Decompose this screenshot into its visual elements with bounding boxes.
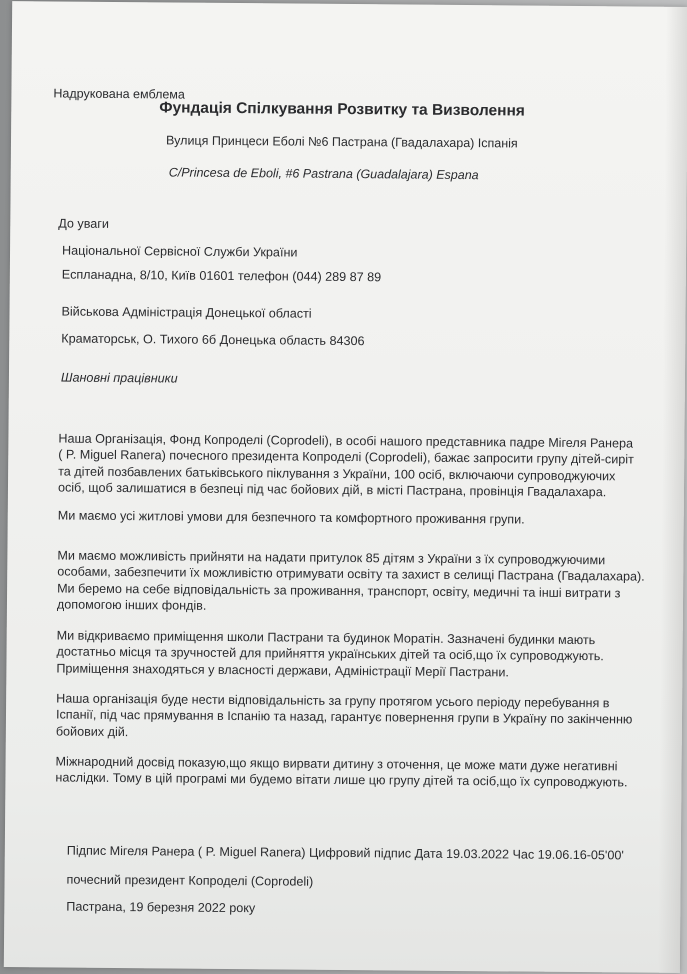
recipient-line: Національної Сервісної Служби України [61, 243, 298, 260]
organization-address-uk: Вулиця Принцеси Еболі №6 Пастрана (Гвадалахара) Іспанія [165, 133, 518, 151]
paragraph-line: особами, забезпечити їх можливістю отримувати освіту та захист в селищі Пастрана (Гвадалахара). [57, 564, 645, 585]
signature-line: Підпис Мігеля Ранера ( P. Miguel Ranera) Цифровий підпис Дата 19.03.2022 Час 19.06.16-05'00' [66, 843, 624, 863]
paragraph-line: бойових дій. [55, 724, 129, 739]
paragraph-line: Іспанії, під час прямування в Іспанію та назад, гарантує повернення групи в Україну по закінченню [55, 707, 633, 727]
paragraph-line: Ми беремо на себе відповідальність за проживання, транспорт, освіту, медичні та інші витрати з [57, 581, 621, 601]
letter-page [4, 1, 687, 973]
paragraph-responsibility [56, 690, 646, 744]
greeting: Шановні працівники [60, 370, 178, 386]
paragraph-line: достатньо місця та зручностей для прийняття українських дітей та осіб,що їх супроводжують. [56, 644, 604, 664]
paragraph-line: Міжнародний досвід показую,що якщо вирвати дитину з оточення, це може мати дуже негативні [55, 754, 618, 774]
recipient-line: Еспланадна, 8/10, Київ 01601 телефон (044) 289 87 89 [61, 267, 382, 285]
paragraph-shelter [57, 547, 648, 618]
paragraph-line: Ми маємо можливість прийняти на надати притулок 85 дітям з України з їх супроводжуючими [57, 548, 606, 568]
paragraph-line: ( P. Miguel Ranera) почесного президента Копроделі (Coprodeli), бажає запросити групу дітей-сиріт [58, 447, 634, 467]
paragraph-line: Ми відкриваємо приміщення школи Пастрани та будинок Моратін. Зазначені будинки мають [56, 628, 596, 648]
paragraph-line: наслідки. Тому в цій програмі ми будемо вітати лише цю групу дітей та осіб,що їх супроводжують. [55, 770, 628, 790]
paragraph-experience [55, 753, 645, 791]
organization-address-es: C/Princesa de Eboli, #6 Pastrana (Guadalajara) Espana [168, 165, 479, 183]
signatory-title: почесний президент Копроделі (Coprodeli) [66, 872, 314, 889]
paragraph-invitation [58, 430, 649, 501]
paragraph-line: Наша Організація, Фонд Копроделі (Coprodeli), в особі нашого представника падре Мігеля Ранера [58, 431, 634, 451]
paragraph-line: допомогою інших фондів. [56, 597, 207, 614]
emblem-note: Надрукована емблема [53, 86, 185, 102]
attention-label: До уваги [58, 216, 110, 231]
paragraph-line: Ми маємо усі житлові умови для безпечного та комфортного проживання групи. [57, 508, 525, 527]
paragraph-line: Приміщення знаходяться у власності держави, Адміністрації Мерії Пастрани. [56, 661, 509, 680]
organization-title: Фундація Спілкування Розвитку та Визволення [159, 99, 525, 120]
paragraph-line: Наша організація буде нести відповідальність за групу протягом усього періоду перебування в [56, 691, 610, 711]
recipient-line: Краматорськ, О. Тихого 6б Донецька область 84306 [61, 331, 365, 349]
paragraph-line: та дітей позбавлених батьківського піклування з України, 100 осіб, включаючи супроводжуючих [58, 464, 616, 484]
paragraph-housing [58, 507, 648, 529]
place-and-date: Пастрана, 19 березня 2022 року [66, 899, 256, 916]
recipient-line: Військова Адміністрація Донецької області [61, 304, 312, 321]
paragraph-line: осіб, щоб залишатися в безпеці під час бойових дій, в місті Пастрана, провінція Гвадалахара. [57, 480, 607, 500]
paragraph-premises [56, 627, 646, 681]
